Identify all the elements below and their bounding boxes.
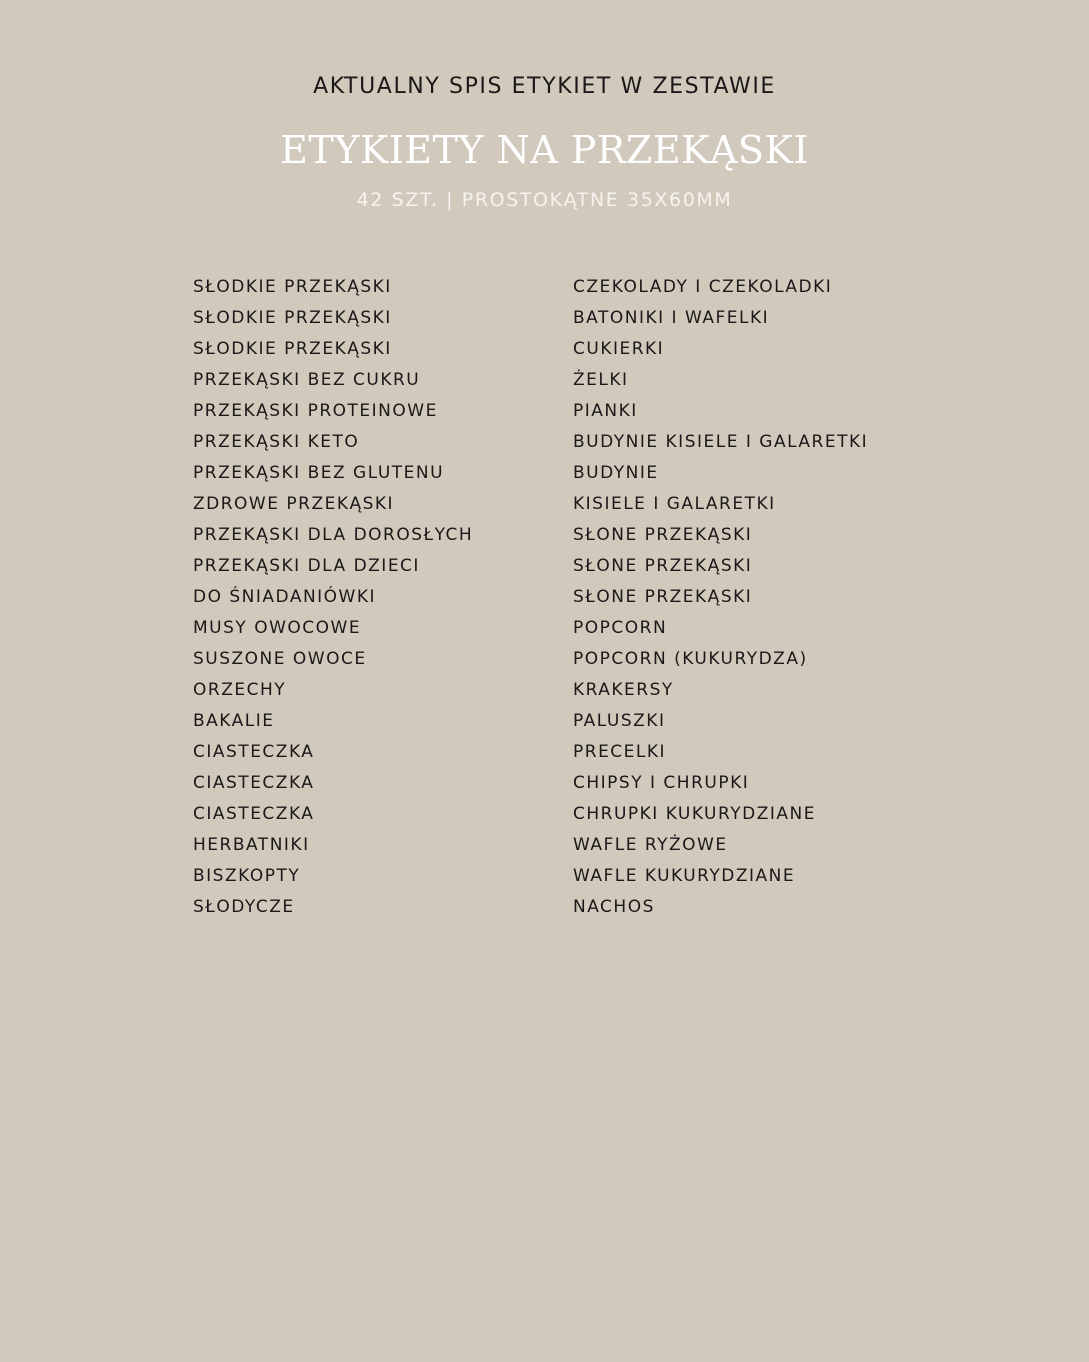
page-title: ETYKIETY NA PRZEKĄSKI [280, 128, 809, 172]
label-item: PIANKI [573, 401, 638, 421]
label-list-right [573, 276, 868, 927]
label-item: KRAKERSY [573, 680, 674, 700]
label-item: ORZECHY [193, 680, 287, 700]
label-list-left [193, 276, 473, 927]
label-item: MUSY OWOCOWE [193, 618, 362, 638]
label-item: CZEKOLADY I CZEKOLADKI [573, 277, 833, 297]
label-item: PALUSZKI [573, 711, 666, 731]
label-item: PRZEKĄSKI BEZ CUKRU [193, 370, 421, 390]
label-item: SŁONE PRZEKĄSKI [573, 587, 753, 607]
label-item: WAFLE KUKURYDZIANE [573, 866, 796, 886]
label-item: ŻELKI [573, 370, 629, 390]
label-item: CHRUPKI KUKURYDZIANE [573, 804, 816, 824]
page-subtitle: 42 SZT. | PROSTOKĄTNE 35X60MM [356, 189, 733, 211]
label-item: PRZEKĄSKI BEZ GLUTENU [193, 463, 445, 483]
label-item: SŁODKIE PRZEKĄSKI [193, 308, 392, 328]
label-item: SŁODKIE PRZEKĄSKI [193, 277, 392, 297]
label-item: WAFLE RYŻOWE [573, 835, 728, 855]
label-item: CUKIERKI [573, 339, 665, 359]
label-item: KISIELE I GALARETKI [573, 494, 776, 514]
label-item: BUDYNIE [573, 463, 659, 483]
label-item: POPCORN [573, 618, 668, 638]
label-item: POPCORN (KUKURYDZA) [573, 649, 808, 669]
label-item: BUDYNIE KISIELE I GALARETKI [573, 432, 869, 452]
label-item: PRZEKĄSKI KETO [193, 432, 360, 452]
label-item: CIASTECZKA [193, 804, 315, 824]
label-item: SUSZONE OWOCE [193, 649, 367, 669]
label-item: SŁODYCZE [193, 897, 295, 917]
label-item: BISZKOPTY [193, 866, 301, 886]
label-item: CHIPSY I CHRUPKI [573, 773, 750, 793]
label-item: SŁONE PRZEKĄSKI [573, 525, 753, 545]
label-item: ZDROWE PRZEKĄSKI [193, 494, 395, 514]
label-item: NACHOS [573, 897, 655, 917]
label-item: HERBATNIKI [193, 835, 310, 855]
label-item: DO ŚNIADANIÓWKI [193, 587, 377, 607]
label-item: BAKALIE [193, 711, 275, 731]
label-item: SŁODKIE PRZEKĄSKI [193, 339, 392, 359]
label-item: CIASTECZKA [193, 742, 315, 762]
label-item: PRZEKĄSKI PROTEINOWE [193, 401, 438, 421]
label-item: PRZEKĄSKI DLA DOROSŁYCH [193, 525, 474, 545]
label-item: PRECELKI [573, 742, 667, 762]
list-kicker: AKTUALNY SPIS ETYKIET W ZESTAWIE [313, 74, 776, 99]
label-item: CIASTECZKA [193, 773, 315, 793]
label-item: PRZEKĄSKI DLA DZIECI [193, 556, 420, 576]
label-item: BATONIKI I WAFELKI [573, 308, 770, 328]
label-item: SŁONE PRZEKĄSKI [573, 556, 753, 576]
